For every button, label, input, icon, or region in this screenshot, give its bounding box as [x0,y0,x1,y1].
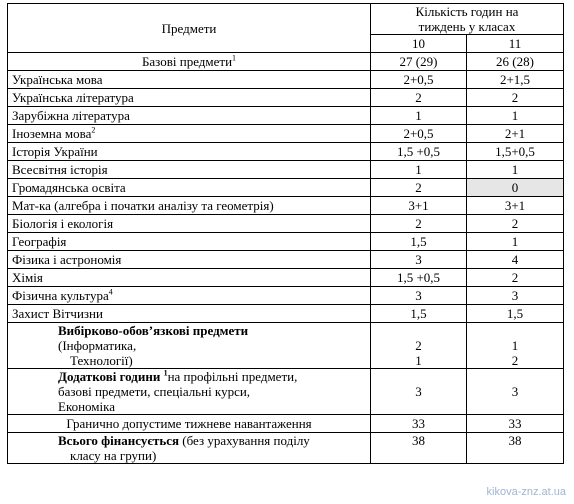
subject-row [8,233,564,251]
total-g11: 38 [467,433,564,464]
subject-hours-11: 3 [467,287,564,305]
additional-row [8,369,564,415]
elective-row [8,323,564,369]
total-cell [8,433,371,464]
subject-hours-11: 2+1,5 [467,71,564,89]
subject-row [8,71,564,89]
base-subjects-row [8,53,564,71]
subject-hours-10: 1,5 [371,305,467,323]
subject-row [8,251,564,269]
subject-hours-10: 1,5 [371,233,467,251]
elective-title: Вибірково-обов’язкові предмети [58,323,249,338]
subject-hours-10: 1 [371,161,467,179]
subject-hours-10: 1,5 +0,5 [371,269,467,287]
subject-row [8,161,564,179]
subject-hours-10: 2 [371,179,467,197]
subject-hours-10: 1 [371,107,467,125]
total-g10: 38 [371,433,467,464]
subject-hours-11: 2 [467,89,564,107]
elective-g11-a: 1 [511,338,519,353]
subject-hours-11: 1 [467,161,564,179]
additional-g10: 3 [371,369,467,415]
hours-header-line1: Кількість годин на [415,4,519,19]
subject-hours-10: 2+0,5 [371,125,467,143]
total-row [8,433,564,464]
subject-label: Захист Вітчизни [8,305,371,323]
subject-hours-11: 4 [467,251,564,269]
subject-row [8,197,564,215]
base-subjects-label: Базові предмети$^1$ [8,53,371,71]
elective-line3: Технології) [70,353,133,368]
subject-hours-11: 2+1 [467,125,564,143]
subject-row [8,143,564,161]
max-load-row [8,415,564,433]
subject-hours-11: 3+1 [467,197,564,215]
elective-g11-b: 2 [511,353,519,368]
grade-10-header: 10 [371,35,467,53]
subject-label: Географія [8,233,371,251]
subject-hours-10: 1,5 +0,5 [371,143,467,161]
subjects-header: Предмети [8,4,371,53]
additional-line3: Економіка [58,399,116,414]
subject-hours-11: 1 [467,107,564,125]
subject-row [8,215,564,233]
max-load-g11: 33 [467,415,564,433]
additional-line2: базові предмети, спеціальні курси, [58,384,251,399]
subject-label: Українська література [8,89,371,107]
subject-label: Громадянська освіта [8,179,371,197]
subject-hours-11: 1 [467,233,564,251]
curriculum-table [7,3,564,464]
subject-hours-11: 1,5+0,5 [467,143,564,161]
elective-g10-a: 2 [415,338,422,353]
subject-hours-11: 0 [467,179,564,197]
elective-g10-b: 1 [415,353,422,368]
elective-g11 [467,323,564,369]
subject-hours-10: 2+0,5 [371,71,467,89]
subject-row [8,107,564,125]
hours-header-line2: тиждень у класах [418,19,516,34]
additional-line1: Додаткові години $^1$на профільні предмети, [58,368,298,384]
subject-label: Фізика і астрономія [8,251,371,269]
subject-label: Мат-ка (алгебра і початки аналізу та геометрія) [8,197,371,215]
subject-row [8,179,564,197]
subject-label: Зарубіжна література [8,107,371,125]
base-subjects-g10: 27 (29) [371,53,467,71]
elective-cell [8,323,371,369]
elective-line2: (Інформатика, [58,338,137,353]
max-load-label: Гранично допустиме тижневе навантаження [8,415,371,433]
subject-hours-10: 3 [371,251,467,269]
max-load-g10: 33 [371,415,467,433]
subject-label: Хімія [8,269,371,287]
subject-row [8,125,564,143]
elective-g10 [371,323,467,369]
subject-label: Фізична культура$^4$ [8,287,371,305]
subject-hours-11: 2 [467,215,564,233]
subject-hours-10: 3 [371,287,467,305]
subject-label: Біологія і екологія [8,215,371,233]
subject-label: Іноземна мова$^2$ [8,125,371,143]
subject-row [8,305,564,323]
subject-row [8,269,564,287]
subject-hours-11: 1,5 [467,305,564,323]
subject-row [8,89,564,107]
subject-hours-10: 2 [371,89,467,107]
subject-label: Історія України [8,143,371,161]
subject-hours-11: 2 [467,269,564,287]
total-line2: класу на групи) [70,448,157,463]
additional-g11: 3 [467,369,564,415]
watermark: kikova-znz.at.ua [486,486,566,498]
hours-header [371,4,564,35]
grade-11-header: 11 [467,35,564,53]
subject-row [8,287,564,305]
additional-cell [8,369,371,415]
subject-hours-10: 3+1 [371,197,467,215]
subject-label: Всесвітня історія [8,161,371,179]
subject-label: Українська мова [8,71,371,89]
total-line1: Всього фінансується (без урахування поділу [58,433,310,448]
base-subjects-g11: 26 (28) [467,53,564,71]
subject-hours-10: 2 [371,215,467,233]
